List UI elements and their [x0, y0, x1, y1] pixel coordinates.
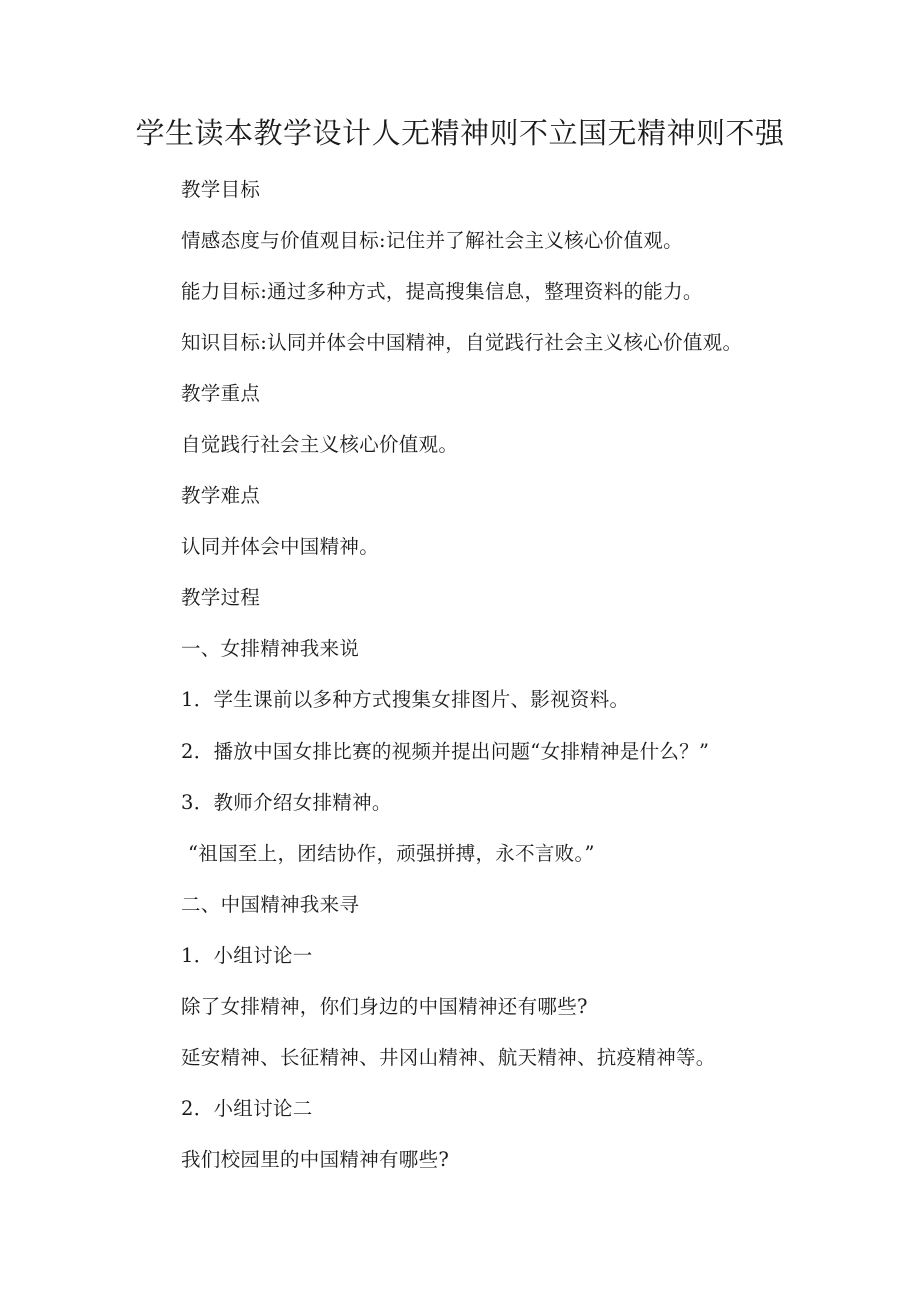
- list-item-2-2: 2．小组讨论二: [181, 1097, 313, 1120]
- list-item-1-3: 3．教师介绍女排精神。: [181, 791, 392, 814]
- paragraph-question-2: 我们校园里的中国精神有哪些?: [181, 1148, 450, 1171]
- quote-volleyball-spirit: “祖国至上，团结协作，顽强拼搏，永不言败。”: [188, 842, 595, 865]
- heading-key-points: 教学重点: [181, 382, 261, 405]
- heading-difficulties: 教学难点: [181, 484, 261, 507]
- paragraph-question-1: 除了女排精神，你们身边的中国精神还有哪些?: [181, 995, 588, 1018]
- section-heading-2: 二、中国精神我来寻: [181, 893, 360, 916]
- document-title: 学生读本教学设计人无精神则不立国无精神则不强: [135, 116, 785, 150]
- paragraph-key-point: 自觉践行社会主义核心价值观。: [181, 433, 459, 456]
- paragraph-knowledge-goal: 知识目标:认同并体会中国精神，自觉践行社会主义核心价值观。: [181, 331, 743, 354]
- paragraph-emotion-goal: 情感态度与价值观目标:记住并了解社会主义核心价值观。: [181, 229, 683, 252]
- heading-process: 教学过程: [181, 586, 261, 609]
- list-item-2-1: 1．小组讨论一: [181, 944, 313, 967]
- list-item-1-2: 2．播放中国女排比赛的视频并提出问题“女排精神是什么？”: [181, 740, 710, 763]
- paragraph-difficulty: 认同并体会中国精神。: [181, 535, 380, 558]
- heading-teaching-goals: 教学目标: [181, 178, 261, 201]
- list-item-1-1: 1．学生课前以多种方式搜集女排图片、影视资料。: [181, 688, 630, 711]
- section-heading-1: 一、女排精神我来说: [181, 637, 360, 660]
- paragraph-answer-1: 延安精神、长征精神、井冈山精神、航天精神、抗疫精神等。: [181, 1046, 716, 1069]
- paragraph-ability-goal: 能力目标:通过多种方式，提高搜集信息，整理资料的能力。: [181, 280, 703, 303]
